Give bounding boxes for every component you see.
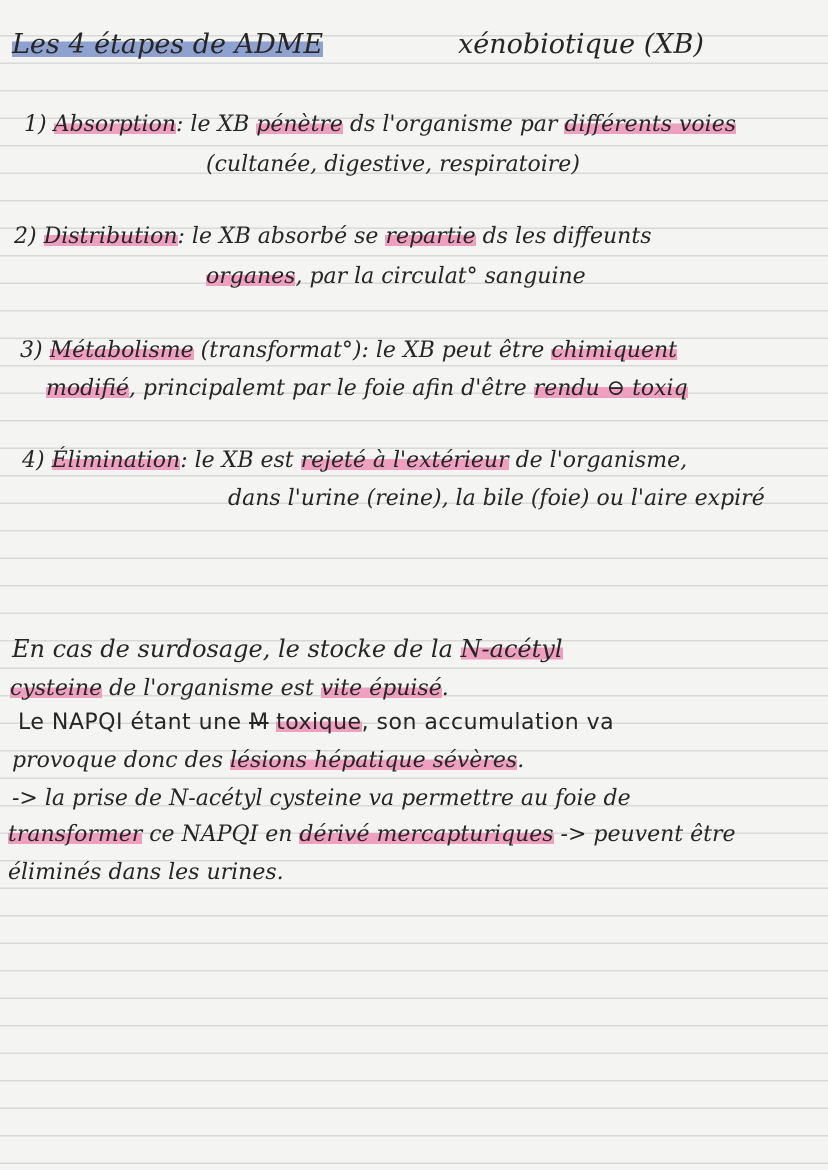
step-4-line-1 — [22, 446, 687, 476]
overdose-line-4 — [12, 746, 524, 776]
highlighted-segment: dérivé mercapturiques — [299, 822, 554, 847]
text-segment: -> la prise de N-acétyl cysteine va permettre au foie de — [12, 786, 631, 811]
step-term: Élimination — [51, 448, 181, 473]
step-number: 1) — [24, 112, 47, 137]
text-segment: le XB est — [194, 448, 301, 473]
text-segment: ds l'organisme par — [342, 112, 565, 137]
step-term: Absorption — [53, 112, 176, 137]
text-segment: Le NAPQI étant une — [18, 710, 250, 735]
text-segment: le XB — [190, 112, 257, 137]
highlighted-segment: lésions hépatique sévères — [229, 748, 518, 773]
text-segment: de l'organisme est — [102, 676, 321, 701]
text-segment: éliminés dans les urines. — [8, 860, 284, 885]
step-1-line-2 — [206, 150, 580, 180]
text-segment: provoque donc des — [12, 748, 230, 773]
step-number: 2) — [14, 224, 37, 249]
highlighted-segment: organes — [206, 264, 296, 289]
overdose-line-7 — [8, 858, 284, 888]
text-segment: . — [441, 676, 449, 701]
highlighted-segment: toxique — [276, 710, 362, 735]
page-title — [12, 30, 323, 60]
highlighted-segment: cysteine — [10, 676, 103, 701]
text-segment: le XB absorbé se — [191, 224, 386, 249]
text-segment — [269, 710, 277, 735]
highlighted-segment: différents voies — [564, 112, 737, 137]
overdose-line-3 — [18, 708, 614, 738]
highlighted-segment: pénètre — [256, 112, 343, 137]
overdose-line-6 — [8, 820, 736, 850]
overdose-line-5 — [12, 784, 631, 814]
overdose-line-1 — [12, 634, 563, 664]
highlighted-segment: repartie — [385, 224, 476, 249]
text-segment: , son accumulation va — [361, 710, 615, 735]
text-segment: , par la circulat° sanguine — [295, 264, 586, 289]
step-3-line-1 — [20, 336, 677, 366]
text-segment: -> peuvent être — [553, 822, 736, 847]
term-colon: : — [180, 448, 195, 473]
text-segment: de l'organisme, — [508, 448, 688, 473]
term-colon: : — [176, 112, 191, 137]
highlighted-segment: vite épuisé — [320, 676, 442, 701]
text-segment: ce NAPQI en — [142, 822, 300, 847]
step-number: 3) — [20, 338, 43, 363]
step-3-line-2 — [46, 374, 688, 404]
step-term: Distribution — [43, 224, 178, 249]
text-segment: En cas de surdosage, le stocke de la — [12, 635, 461, 663]
highlighted-segment: N-acétyl — [460, 635, 563, 663]
highlighted-segment: modifié — [46, 376, 129, 401]
highlighted-segment: transformer — [8, 822, 143, 847]
step-term: Métabolisme — [49, 338, 194, 363]
text-segment: (cultanée, digestive, respiratoire) — [206, 152, 580, 177]
text-segment: dans l'urine (reine), la bile (foie) ou l'aire expiré — [228, 486, 765, 511]
step-2-line-1 — [14, 222, 652, 252]
page-subtitle-text: xénobiotique (XB) — [458, 29, 704, 60]
overdose-line-2 — [10, 674, 449, 704]
text-segment: (transformat°): le XB peut être — [200, 338, 552, 363]
step-1-line-1 — [24, 110, 736, 140]
step-4-line-2 — [228, 484, 765, 514]
text-segment: , principalemt par le foie afin d'être — [128, 376, 534, 401]
text-segment: . — [517, 748, 525, 773]
crossed-out-segment: M — [249, 710, 269, 735]
page-subtitle — [458, 30, 704, 60]
step-2-line-2 — [206, 262, 586, 292]
highlighted-segment: rendu ⊖ toxiq — [533, 376, 688, 401]
step-number: 4) — [22, 448, 45, 473]
highlighted-segment: rejeté à l'extérieur — [300, 448, 509, 473]
highlighted-segment: chimiquent — [551, 338, 677, 363]
page-title-text: Les 4 étapes de ADME — [12, 29, 324, 60]
text-segment: ds les diffeunts — [475, 224, 652, 249]
term-colon: : — [177, 224, 192, 249]
